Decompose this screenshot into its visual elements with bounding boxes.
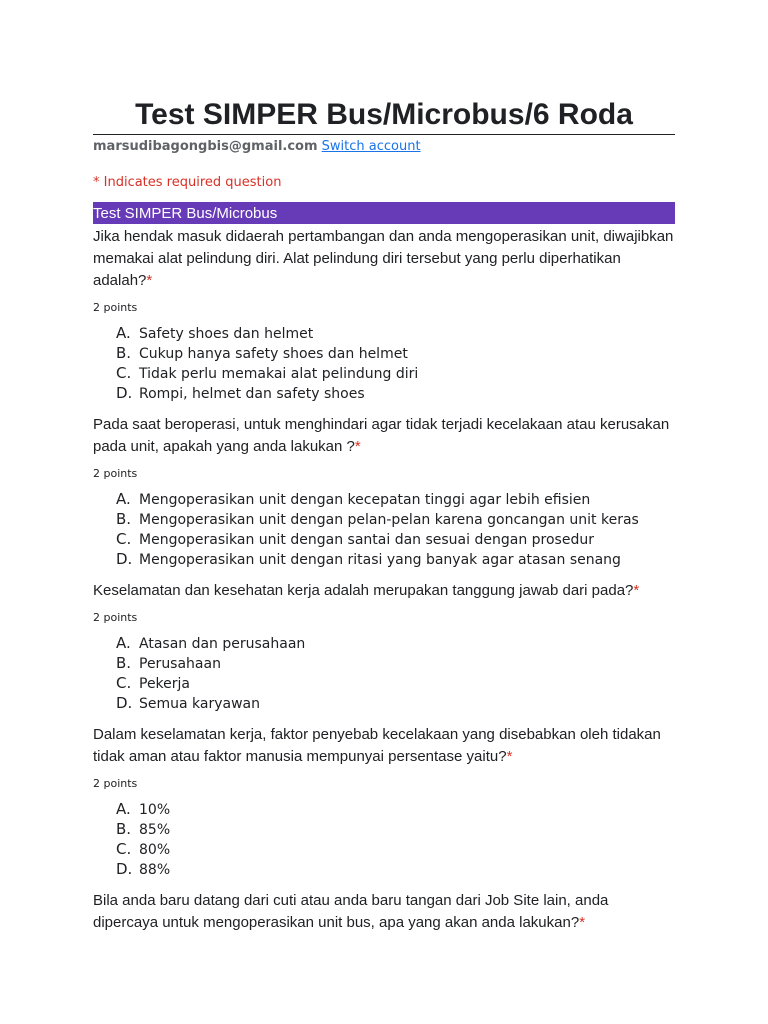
option-letter: A. xyxy=(116,800,131,818)
option-list xyxy=(93,324,675,404)
option-d[interactable] xyxy=(116,694,675,714)
question-list xyxy=(93,226,675,934)
question-text xyxy=(93,890,675,934)
option-label: Rompi, helmet dan safety shoes xyxy=(139,386,365,402)
question-text-content: Bila anda baru datang dari cuti atau anda baru tangan dari Job Site lain, anda dipercaya untuk mengoperasikan unit bus, apa yang akan anda lakukan? xyxy=(93,892,609,931)
option-c[interactable] xyxy=(116,674,675,694)
question-points: 2 points xyxy=(93,611,138,624)
form-page xyxy=(93,96,675,934)
option-label: Perusahaan xyxy=(139,656,221,672)
option-c[interactable] xyxy=(116,530,675,550)
question-1 xyxy=(93,226,675,404)
option-b[interactable] xyxy=(116,344,675,364)
option-letter: C. xyxy=(116,364,132,382)
account-row xyxy=(93,138,675,156)
option-b[interactable] xyxy=(116,654,675,674)
option-d[interactable] xyxy=(116,860,675,880)
option-list xyxy=(93,634,675,714)
required-asterisk: * xyxy=(579,914,586,931)
required-asterisk: * xyxy=(146,272,153,289)
option-letter: D. xyxy=(116,550,133,568)
required-asterisk: * xyxy=(506,748,513,765)
option-label: Semua karyawan xyxy=(139,696,261,712)
question-text xyxy=(93,724,675,768)
switch-account-link[interactable]: Switch account xyxy=(321,139,421,154)
form-title: Test SIMPER Bus/Microbus/6 Roda xyxy=(135,98,633,131)
option-letter: C. xyxy=(116,674,132,692)
option-label: Tidak perlu memakai alat pelindung diri xyxy=(139,366,419,382)
option-b[interactable] xyxy=(116,510,675,530)
option-letter: C. xyxy=(116,530,132,548)
option-a[interactable] xyxy=(116,490,675,510)
option-label: Atasan dan perusahaan xyxy=(139,636,306,652)
question-text-content: Keselamatan dan kesehatan kerja adalah merupakan tanggung jawab dari pada? xyxy=(93,582,634,599)
option-letter: B. xyxy=(116,820,132,838)
question-text-content: Pada saat beroperasi, untuk menghindari agar tidak terjadi kecelakaan atau kerusakan pada unit, apakah yang anda lakukan ? xyxy=(93,416,670,455)
option-a[interactable] xyxy=(116,634,675,654)
option-label: 85% xyxy=(139,822,171,838)
option-label: Mengoperasikan unit dengan ritasi yang banyak agar atasan senang xyxy=(139,552,621,568)
option-letter: A. xyxy=(116,324,131,342)
question-2 xyxy=(93,414,675,570)
option-list xyxy=(93,800,675,880)
required-asterisk: * xyxy=(633,582,640,599)
option-a[interactable] xyxy=(116,324,675,344)
option-d[interactable] xyxy=(116,384,675,404)
question-points: 2 points xyxy=(93,301,138,314)
section-header: Test SIMPER Bus/Microbus xyxy=(93,202,675,224)
option-letter: D. xyxy=(116,694,133,712)
question-5 xyxy=(93,890,675,934)
option-label: Mengoperasikan unit dengan pelan-pelan karena goncangan unit keras xyxy=(139,512,639,528)
option-d[interactable] xyxy=(116,550,675,570)
option-c[interactable] xyxy=(116,364,675,384)
option-a[interactable] xyxy=(116,800,675,820)
question-3 xyxy=(93,580,675,714)
option-list xyxy=(93,490,675,570)
question-points: 2 points xyxy=(93,467,138,480)
option-label: 10% xyxy=(139,802,171,818)
option-letter: C. xyxy=(116,840,132,858)
required-asterisk: * xyxy=(354,438,361,455)
question-text-content: Dalam keselamatan kerja, faktor penyebab kecelakaan yang disebabkan oleh tidakan tidak aman atau faktor manusia mempunyai persentase yaitu? xyxy=(93,726,661,765)
account-email: marsudibagongbis@gmail.com xyxy=(93,139,318,154)
question-text xyxy=(93,226,675,292)
option-b[interactable] xyxy=(116,820,675,840)
option-c[interactable] xyxy=(116,840,675,860)
option-letter: D. xyxy=(116,860,133,878)
question-points: 2 points xyxy=(93,777,138,790)
question-text xyxy=(93,580,675,602)
option-letter: B. xyxy=(116,344,132,362)
option-letter: A. xyxy=(116,634,131,652)
option-label: Cukup hanya safety shoes dan helmet xyxy=(139,346,408,362)
option-label: Safety shoes dan helmet xyxy=(139,326,314,342)
option-letter: B. xyxy=(116,654,132,672)
question-text-content: Jika hendak masuk didaerah pertambangan dan anda mengoperasikan unit, diwajibkan memakai alat pelindung diri. Alat pelindung diri tersebut yang perlu diperhatikan adalah? xyxy=(93,228,674,289)
title-divider xyxy=(93,134,675,135)
option-label: 80% xyxy=(139,842,171,858)
option-label: Pekerja xyxy=(139,676,191,692)
option-label: Mengoperasikan unit dengan kecepatan tinggi agar lebih efisien xyxy=(139,492,591,508)
option-label: 88% xyxy=(139,862,171,878)
question-text xyxy=(93,414,675,458)
option-letter: D. xyxy=(116,384,133,402)
required-note: * Indicates required question xyxy=(93,175,282,190)
question-4 xyxy=(93,724,675,880)
option-label: Mengoperasikan unit dengan santai dan sesuai dengan prosedur xyxy=(139,532,594,548)
option-letter: A. xyxy=(116,490,131,508)
option-letter: B. xyxy=(116,510,132,528)
